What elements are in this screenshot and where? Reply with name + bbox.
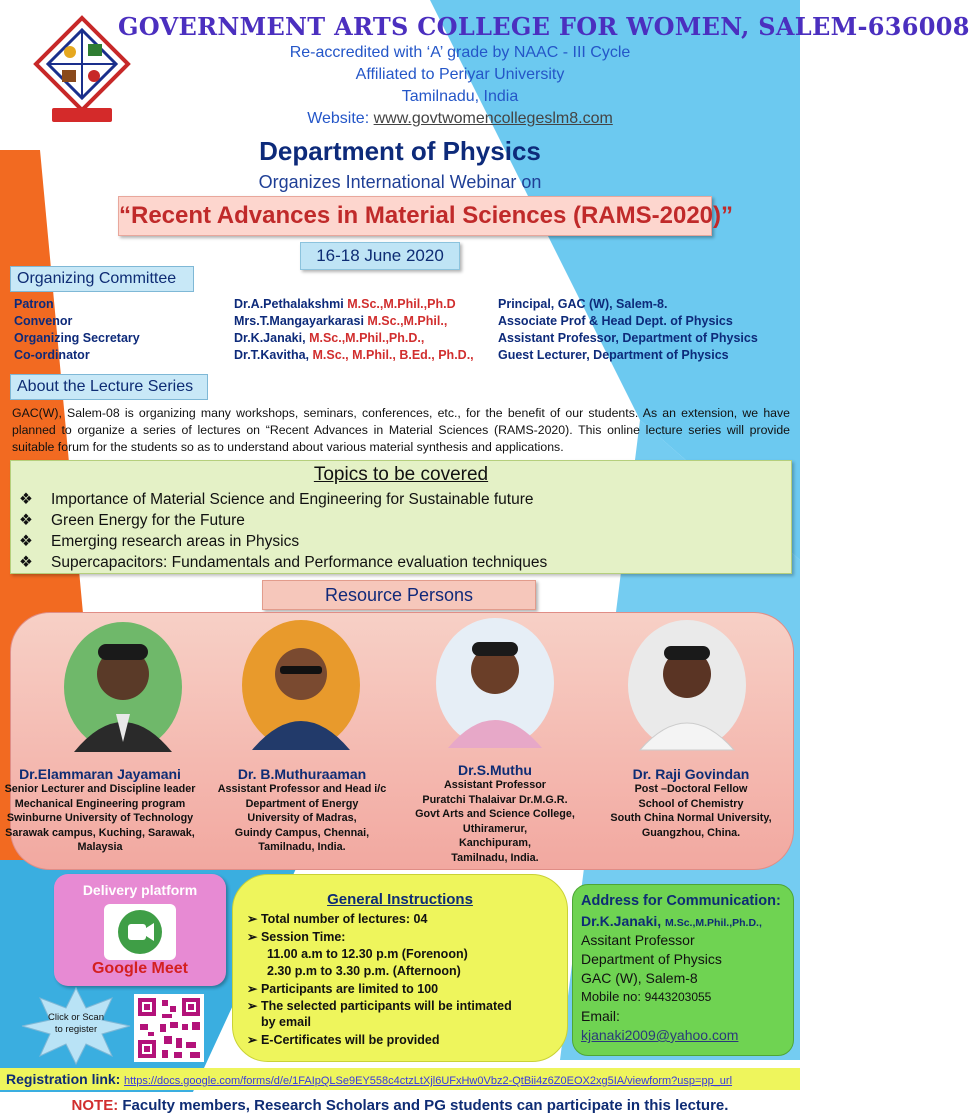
committee-designation: Principal, GAC (W), Salem-8. — [498, 297, 668, 311]
instruction-text: The selected participants will be intimated — [260, 999, 512, 1013]
person-photo — [436, 618, 554, 748]
committee-row-convenor — [14, 314, 794, 331]
committee-row-secretary — [14, 331, 794, 348]
arrow-bullet-icon: ➢ — [247, 930, 261, 944]
person-photo — [628, 620, 746, 750]
topic-text: Importance of Material Science and Engineering for Sustainable future — [51, 491, 534, 508]
committee-designation: Assistant Professor, Department of Physics — [498, 331, 758, 345]
organizes-line: Organizes International Webinar on — [258, 172, 542, 192]
address-line: Department of Physics — [581, 951, 722, 967]
person-detail: Assistant Professor — [443, 779, 546, 791]
instruction-text: Total number of lectures: 04 — [260, 912, 428, 926]
topic-item — [19, 511, 245, 530]
department-title: Department of Physics — [259, 136, 541, 166]
person-silhouette-icon — [64, 622, 182, 752]
resource-person — [0, 766, 200, 855]
instruction-item — [247, 998, 512, 1013]
committee-name: Dr.T.Kavitha, — [234, 348, 310, 362]
committee-person — [234, 297, 456, 311]
person-silhouette-icon — [242, 620, 360, 750]
address-qualification: M.Sc.,M.Phil.,Ph.D., — [665, 917, 762, 929]
webinar-title: “Recent Advances in Material Sciences (RAMS-2020)” — [118, 196, 712, 236]
address-name-line — [581, 913, 762, 929]
committee-qualification: M.Sc., M.Phil., B.Ed., Ph.D., — [312, 348, 474, 362]
committee-name: Dr.A.Pethalakshmi — [234, 297, 344, 311]
resource-person — [208, 766, 396, 855]
person-detail: Tamilnadu, India. — [451, 851, 539, 864]
person-detail: Sarawak campus, Kuching, Sarawak, — [5, 826, 195, 839]
committee-role: Patron — [14, 297, 54, 311]
address-box — [572, 884, 794, 1056]
person-detail: Puratchi Thalaivar Dr.M.G.R. — [422, 793, 568, 806]
google-meet-icon — [104, 904, 176, 960]
registration-link[interactable]: https://docs.google.com/forms/d/e/1FAIpQLSe9EY558c4ctzLtXjl6UFxHw0Vbz2-QtBii4z6Z0EOX2xg5IA/viewform?usp=pp_url — [123, 1075, 733, 1087]
committee-qualification: M.Sc.,M.Phil.,Ph.D — [347, 297, 456, 311]
committee-person — [234, 314, 447, 328]
person-detail: Swinburne University of Technology — [6, 812, 194, 824]
event-dates: 16-18 June 2020 — [300, 242, 460, 270]
note-label: NOTE: — [71, 1097, 119, 1114]
instruction-item — [247, 929, 345, 944]
website-link[interactable]: www.govtwomencollegeslm8.com — [373, 110, 613, 127]
resource-person — [402, 762, 588, 865]
person-detail: Senior Lecturer and Discipline leader — [4, 783, 196, 795]
topics-heading-wrap — [11, 464, 791, 486]
address-line: Assitant Professor — [581, 932, 695, 948]
arrow-bullet-icon: ➢ — [247, 999, 261, 1013]
note-text: Faculty members, Research Scholars and PG students can participate in this lecture. — [122, 1097, 729, 1114]
person-detail: Uthiramerur, — [462, 822, 528, 835]
person-detail: Guangzhou, China. — [641, 826, 741, 839]
person-photo — [64, 622, 182, 752]
address-name: Dr.K.Janaki, — [581, 913, 662, 929]
committee-person — [234, 331, 424, 345]
general-instructions-box — [232, 874, 568, 1062]
committee-name: Mrs.T.Mangayarkarasi — [234, 314, 364, 328]
committee-row-patron — [14, 297, 794, 314]
committee-role: Organizing Secretary — [14, 331, 140, 345]
person-detail: Malaysia — [77, 841, 123, 853]
diamond-bullet-icon: ❖ — [19, 554, 33, 571]
person-detail: Guindy Campus, Chennai, — [234, 826, 370, 839]
person-detail: Tamilnadu, India. — [258, 841, 346, 853]
person-detail: Kanchipuram, — [459, 837, 531, 849]
person-name: Dr.Elammaran Jayamani — [19, 766, 181, 782]
click-scan-text — [28, 1012, 124, 1036]
arrow-bullet-icon: ➢ — [247, 912, 261, 926]
accreditation: Re-accredited with ‘A’ grade by NAAC - III Cycle — [289, 44, 631, 61]
person-detail: School of Chemistry — [638, 797, 744, 810]
instruction-text: Participants are limited to 100 — [260, 982, 439, 996]
mobile-label: Mobile no: — [581, 989, 641, 1004]
website-label: Website: — [307, 110, 370, 127]
person-detail: Mechanical Engineering program — [14, 797, 186, 810]
topic-item — [19, 490, 534, 509]
committee-designation: Guest Lecturer, Department of Physics — [498, 348, 729, 362]
registration-label: Registration link: — [6, 1071, 121, 1087]
website-line — [220, 110, 700, 128]
mobile-number: 9443203055 — [644, 990, 712, 1004]
topic-text: Green Energy for the Future — [51, 512, 245, 529]
organizing-committee-heading: Organizing Committee — [10, 266, 194, 292]
topic-item — [19, 532, 299, 551]
registration-bar — [0, 1068, 800, 1090]
email-link[interactable]: kjanaki2009@yahoo.com — [581, 1027, 739, 1043]
instruction-subitem: 2.30 p.m to 3.30 p.m. (Afternoon) — [267, 964, 461, 978]
person-detail: Assistant Professor and Head i/c — [217, 783, 387, 795]
committee-qualification: M.Sc.,M.Phil.,Ph.D., — [309, 331, 425, 345]
committee-name: Dr.K.Janaki, — [234, 331, 306, 345]
google-meet-label: Google Meet — [91, 960, 188, 977]
instruction-item — [247, 981, 438, 996]
instruction-continuation: by email — [261, 1015, 312, 1029]
instruction-text: E-Certificates will be provided — [260, 1033, 440, 1047]
person-silhouette-icon — [628, 620, 746, 750]
person-detail: Post –Doctoral Fellow — [634, 783, 748, 795]
qr-code-icon[interactable] — [134, 994, 204, 1062]
diamond-bullet-icon: ❖ — [19, 491, 33, 508]
topics-heading: Topics to be covered — [313, 464, 489, 485]
college-name: GOVERNMENT ARTS COLLEGE FOR WOMEN, SALEM-636008 — [118, 12, 970, 41]
person-name: Dr. B.Muthuraaman — [237, 766, 367, 782]
arrow-bullet-icon: ➢ — [247, 1033, 261, 1047]
diamond-bullet-icon: ❖ — [19, 533, 33, 550]
delivery-platform-box — [54, 874, 226, 986]
affiliation: Affiliated to Periyar University — [355, 66, 565, 83]
topic-text: Supercapacitors: Fundamentals and Performance evaluation techniques — [51, 554, 548, 571]
arrow-bullet-icon: ➢ — [247, 982, 261, 996]
committee-person — [234, 348, 474, 362]
committee-designation: Associate Prof & Head Dept. of Physics — [498, 314, 733, 328]
address-mobile — [581, 989, 711, 1004]
location: Tamilnadu, India — [401, 88, 519, 105]
instruction-subitem: 11.00 a.m to 12.30 p.m (Forenoon) — [267, 947, 468, 961]
person-name: Dr.S.Muthu — [458, 762, 532, 778]
resource-person — [596, 766, 786, 840]
note-bar — [0, 1092, 800, 1120]
instruction-item — [247, 911, 427, 926]
address-heading: Address for Communication: — [581, 893, 781, 909]
about-paragraph: GAC(W), Salem-08 is organizing many workshops, seminars, conferences, etc., for the benefit of our students. As an extension, we have planned to organize a series of lectures on “Recent Advances in Material Sciences (RAMS-2020). This online lecture series will provide suitable forum for the students so as to understand about various material synthesis and applications. — [12, 406, 790, 454]
person-silhouette-icon — [436, 618, 554, 748]
resource-persons-heading: Resource Persons — [262, 580, 536, 610]
committee-role: Convenor — [14, 314, 73, 328]
topic-text: Emerging research areas in Physics — [51, 533, 300, 550]
person-detail: South China Normal University, — [610, 812, 772, 824]
topics-box — [10, 460, 792, 574]
person-photo — [242, 620, 360, 750]
committee-row-coordinator — [14, 348, 794, 365]
delivery-platform-label: Delivery platform — [82, 882, 198, 898]
click-scan-line: to register — [54, 1024, 98, 1035]
person-detail: University of Madras, — [247, 812, 357, 824]
about-heading: About the Lecture Series — [10, 374, 208, 400]
committee-qualification: M.Sc.,M.Phil., — [367, 314, 448, 328]
instruction-text: Session Time: — [260, 930, 346, 944]
person-detail: Department of Energy — [245, 797, 359, 810]
instruction-item — [247, 1032, 439, 1047]
instructions-heading: General Instructions — [327, 891, 473, 908]
email-label: Email: — [581, 1008, 620, 1024]
topic-item — [19, 553, 547, 572]
address-line: GAC (W), Salem-8 — [581, 970, 698, 986]
person-name: Dr. Raji Govindan — [632, 766, 750, 782]
click-scan-line: Click or Scan — [48, 1012, 104, 1023]
diamond-bullet-icon: ❖ — [19, 512, 33, 529]
person-detail: Govt Arts and Science College, — [415, 808, 575, 820]
committee-role: Co-ordinator — [14, 348, 90, 362]
